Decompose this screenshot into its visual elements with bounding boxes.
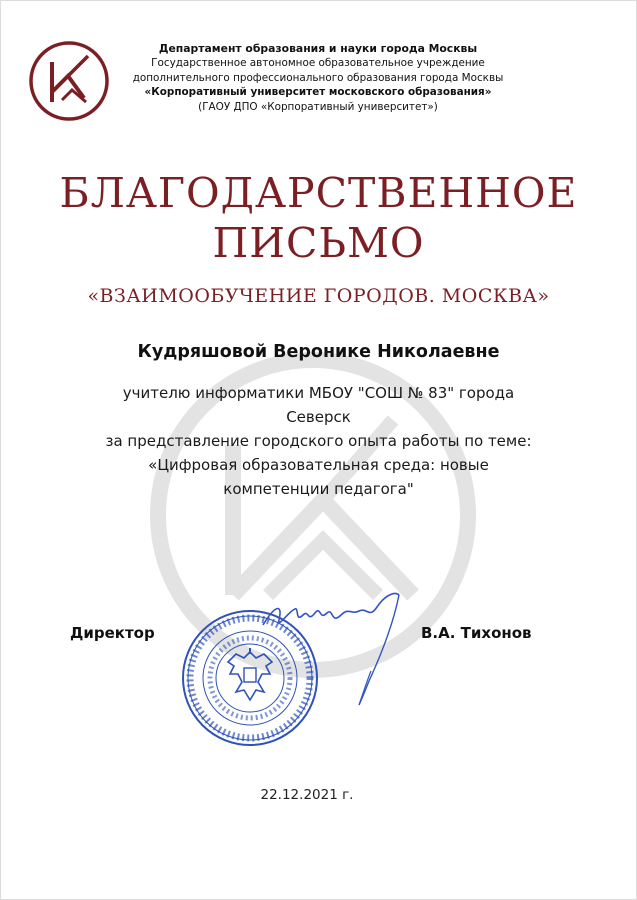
institution-line-2: дополнительного профессионального образования города Москвы: [132, 71, 504, 84]
body-line-4: «Цифровая образовательная среда: новые: [148, 456, 489, 474]
institution-line-1: Государственное автономное образовательное учреждение: [151, 57, 485, 70]
document-title-line-2: ПИСЬМО: [212, 219, 425, 267]
department-name: Департамент образования и науки города Москвы: [158, 42, 478, 55]
certificate-body: [60, 381, 577, 501]
university-logo-icon: [28, 40, 110, 122]
signatory-name: В.А. Тихонов: [421, 624, 532, 642]
director-signature: [255, 585, 405, 710]
university-abbreviation: (ГАОУ ДПО «Корпоративный университет»): [198, 100, 438, 113]
issuer-header: [118, 42, 518, 114]
document-title-line-1: БЛАГОДАРСТВЕННОЕ: [59, 169, 578, 217]
document-subtitle: «ВЗАИМООБУЧЕНИЕ ГОРОДОВ. МОСКВА»: [87, 285, 550, 307]
body-line-5: компетенции педагога": [223, 480, 414, 498]
university-name: «Корпоративный университет московского образования»: [144, 86, 492, 99]
recipient-name: Кудряшовой Веронике Николаевне: [137, 342, 500, 362]
signatory-position: Директор: [70, 624, 155, 642]
body-line-1: учителю информатики МБОУ "СОШ № 83" города: [122, 384, 515, 402]
issue-date: 22.12.2021 г.: [260, 787, 354, 803]
body-line-2: Северск: [286, 408, 351, 426]
body-line-3: за представление городского опыта работы по теме:: [105, 432, 532, 450]
